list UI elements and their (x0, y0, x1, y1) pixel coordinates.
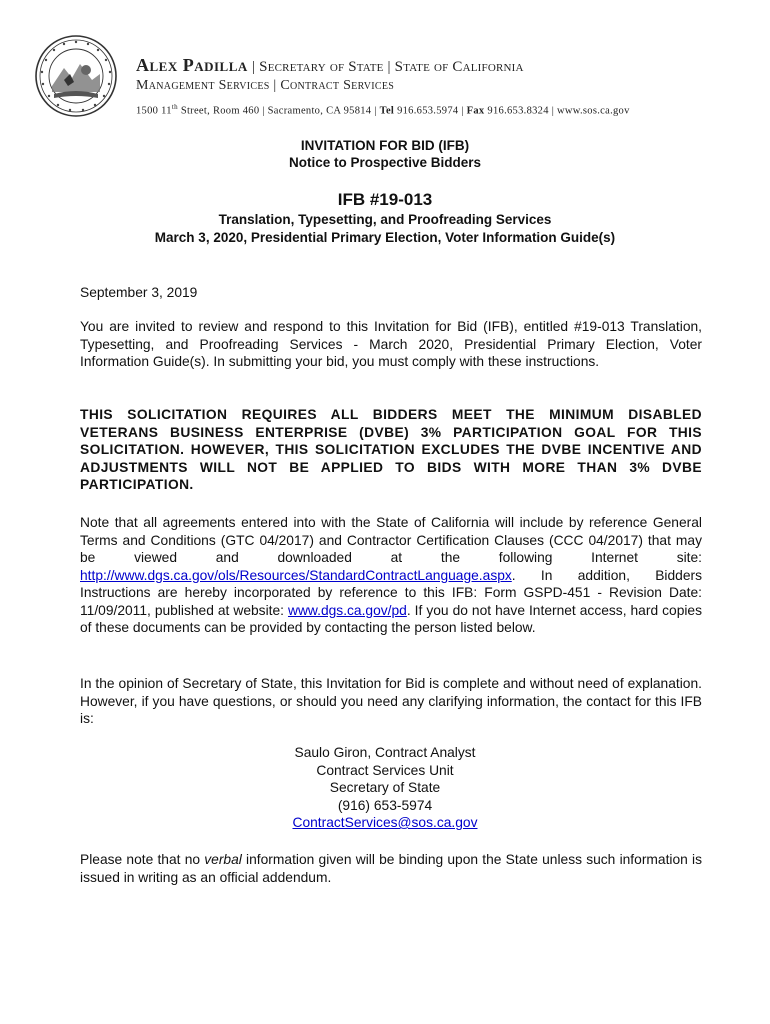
address-line: 1500 11th Street, Room 460 | Sacramento, CA 95814 | Tel 916.653.5974 | Fax 916.653.8324 | www.sos.ca.gov (136, 103, 630, 117)
department-line: Management Services | Contract Services (136, 78, 395, 93)
secretary-name: Alex Padilla (136, 55, 248, 75)
intro-paragraph: You are invited to review and respond to this Invitation for Bid (IFB), entitled #19-013 Translation, Typesetting, and Proofreading Services - March 2020, Presidential Primary Election, Voter Information Guide(s). In submitting your bid, you must comply with these instructions. (80, 319, 702, 369)
letter-date: September 3, 2019 (80, 285, 198, 300)
dvbe-notice-paragraph: THIS SOLICITATION REQUIRES ALL BIDDERS MEET THE MINIMUM DISABLED VETERANS BUSINESS ENTERPRISE (DVBE) 3% PARTICIPATION GOAL FOR THIS SOLICITATION. HOWEVER, THIS SOLICITATION EXCLUDES THE DVBE INCENTIVE AND ADJUSTMENTS WILL NOT BE APPLIED TO BIDS WITH MORE THAN 3% DVBE PARTICIPATION. (80, 407, 702, 492)
document-title: INVITATION FOR BID (IFB) (300, 138, 470, 153)
contact-name: Saulo Giron, Contract Analyst (294, 745, 476, 760)
terms-paragraph: Note that all agreements entered into with the State of California will include by reference General Terms and Conditions (GTC 04/2017) and Contractor Certification Clauses (CCC 04/2017) that may be viewed and downloaded at the following Internet site: http://www.dgs.ca.gov/ols/Resources/StandardContractLanguage.aspx. In addition, Bidders Instructions are hereby incorporated by reference to this IFB: Form GSPD-451 - Revision Date: 11/09/2011, published at website: www.dgs.ca.gov/pd. If you do not have Internet access, hard copies of these documents can be provided by contacting the person listed below. (80, 515, 702, 635)
standard-contract-language-link[interactable]: http://www.dgs.ca.gov/ols/Resources/StandardContractLanguage.aspx (80, 567, 512, 583)
state-seal-logo (34, 34, 118, 118)
verbal-notice-paragraph: Please note that no verbal information given will be binding upon the State unless such information is issued in writing as an official addendum. (80, 852, 702, 885)
ifb-number: IFB #19-013 (337, 190, 433, 209)
letterhead (136, 56, 630, 119)
contact-office: Secretary of State (329, 780, 441, 795)
opinion-paragraph: In the opinion of Secretary of State, this Invitation for Bid is complete and without need of explanation. However, if you have questions, or should you need any clarifying information, the contact for this IFB is: (80, 676, 702, 726)
election-title: March 3, 2020, Presidential Primary Election, Voter Information Guide(s) (154, 230, 616, 245)
letterhead-title-line (136, 56, 630, 76)
contact-phone: (916) 653-5974 (337, 797, 433, 813)
secretary-role: | Secretary of State | State of California (252, 59, 524, 75)
services-title: Translation, Typesetting, and Proofreading Services (218, 212, 552, 227)
contact-email-link[interactable]: ContractServices@sos.ca.gov (292, 815, 478, 830)
contact-unit: Contract Services Unit (316, 762, 454, 778)
dgs-pd-link[interactable]: www.dgs.ca.gov/pd (287, 602, 407, 618)
document-subtitle: Notice to Prospective Bidders (288, 155, 482, 170)
contact-block (0, 744, 770, 832)
